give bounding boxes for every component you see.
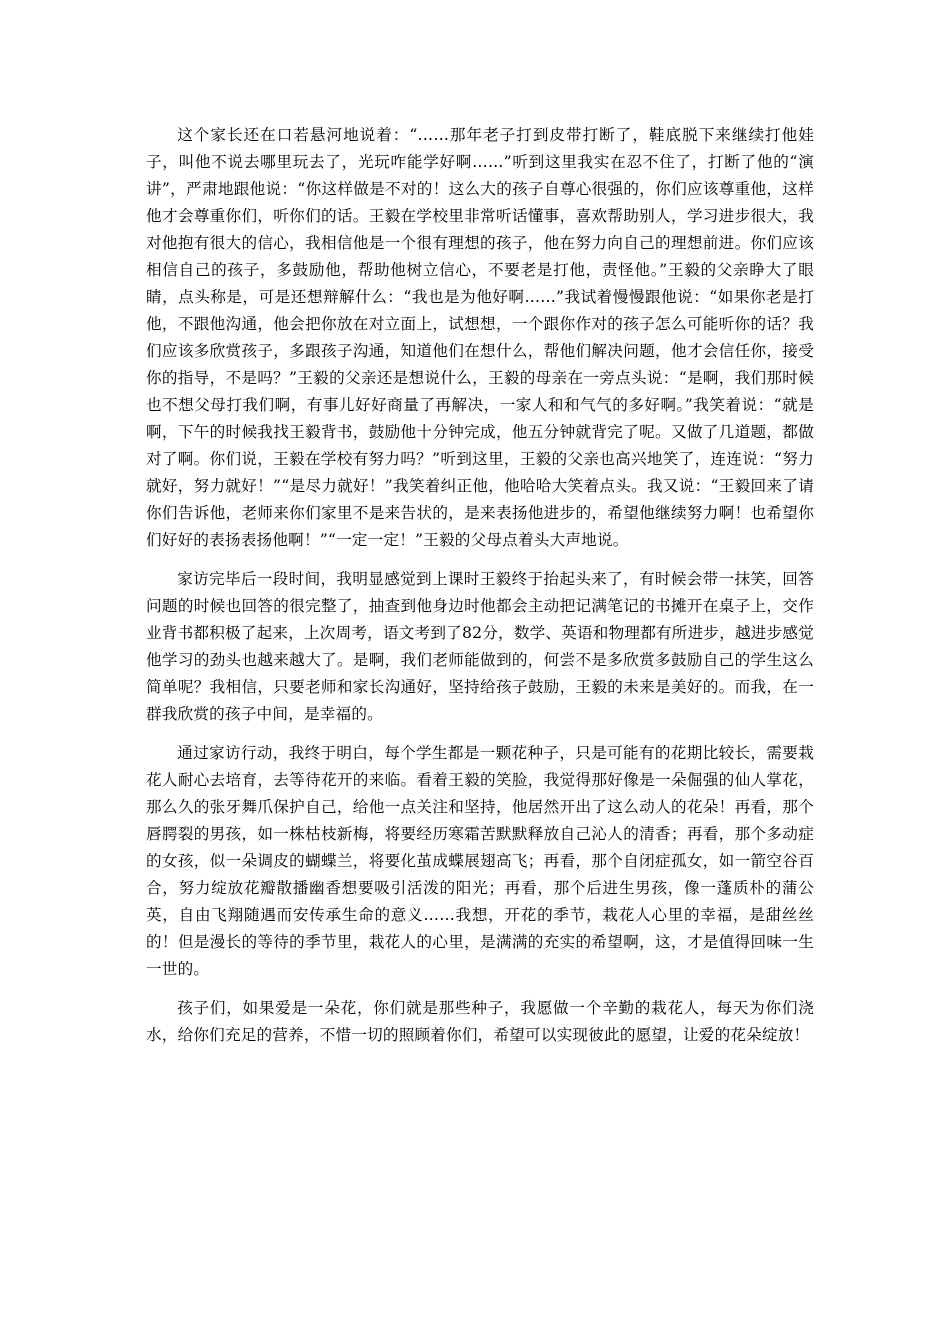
document-page bbox=[146, 122, 814, 1061]
paragraph-flower-metaphor: 通过家访行动，我终于明白，每个学生都是一颗花种子，只是可能有的花期比较长，需要栽花人耐心去培育，去等待花开的来临。看着王毅的笑脸，我觉得那好像是一朵倔强的仙人掌花，那么久的张牙舞爪保护自己，给他一点关注和坚持，他居然开出了这么动人的花朵！再看，那个唇腭裂的男孩，如一株枯枝新梅，将要经历寒霜苦默默释放自己沁人的清香；再看，那个多动症的女孩，似一朵调皮的蝴蝶兰，将要化茧成蝶展翅高飞；再看，那个自闭症孤女，如一箭空谷百合，努力绽放花瓣散播幽香想要吸引活泼的阳光；再看，那个后进生男孩，像一蓬质朴的蒲公英，自由飞翔随遇而安传承生命的意义……我想，开花的季节，栽花人心里的幸福，是甜丝丝的！但是漫长的等待的季节里，栽花人的心里，是满满的充实的希望啊，这，才是值得回味一生一世的。 bbox=[146, 744, 814, 978]
paragraph-home-visit-dialogue: 这个家长还在口若悬河地说着：“……那年老子打到皮带打断了，鞋底脱下来继续打他娃子，叫他不说去哪里玩去了，光玩咋能学好啊……”听到这里我实在忍不住了，打断了他的“演讲”，严肃地跟他说：“你这样做是不对的！这么大的孩子自尊心很强的，你们应该尊重他，这样他才会尊重你们，听你们的话。王毅在学校里非常听话懂事，喜欢帮助别人，学习进步很大，我对他抱有很大的信心，我相信他是一个很有理想的孩子，他在努力向自己的理想前进。你们应该相信自己的孩子，多鼓励他，帮助他树立信心，不要老是打他，责怪他。”王毅的父亲睁大了眼睛，点头称是，可是还想辩解什么：“我也是为他好啊……”我试着慢慢跟他说：“如果你老是打他，不跟他沟通，他会把你放在对立面上，试想想，一个跟你作对的孩子怎么可能听你的话？我们应该多欣赏孩子，多跟孩子沟通，知道他们在想什么，帮他们解决问题，他才会信任你，接受你的指导，不是吗？”王毅的父亲还是想说什么，王毅的母亲在一旁点头说：“是啊，我们那时候也不想父母打我们啊，有事儿好好商量了再解决，一家人和和气气的多好啊。”我笑着说：“就是啊，下午的时候我找王毅背书，鼓励他十分钟完成，他五分钟就背完了呢。又做了几道题，都做对了啊。你们说，王毅在学校有努力吗？”听到这里，王毅的父亲也高兴地笑了，连连说：“努力就好，努力就好！”“是尽力就好！”我笑着纠正他，他哈哈大笑着点头。我又说：“王毅回来了请你们告诉他，老师来你们家里不是来告状的，是来表扬他进步的，希望他继续努力啊！也希望你们好好的表扬表扬他啊！”“一定一定！”王毅的父母点着头大声地说。 bbox=[146, 126, 814, 549]
paragraph-student-progress: 家访完毕后一段时间，我明显感觉到上课时王毅终于抬起头来了，有时候会带一抹笑，回答问题的时候也回答的很完整了，抽查到他身边时他都会主动把记满笔记的书摊开在桌子上，交作业背书都积极了起来，上次周考，语文考到了82分，数学、英语和物理都有所进步，越进步感觉他学习的劲头也越来越大了。是啊，我们老师能做到的，何尝不是多欣赏多鼓励自己的学生这么简单呢？我相信，只要老师和家长沟通好，坚持给孩子鼓励，王毅的未来是美好的。而我，在一群我欣赏的孩子中间，是幸福的。 bbox=[146, 570, 814, 723]
paragraph-closing: 孩子们，如果爱是一朵花，你们就是那些种子，我愿做一个辛勤的栽花人，每天为你们浇水，给你们充足的营养，不惜一切的照顾着你们，希望可以实现彼此的愿望，让爱的花朵绽放！ bbox=[146, 999, 814, 1044]
